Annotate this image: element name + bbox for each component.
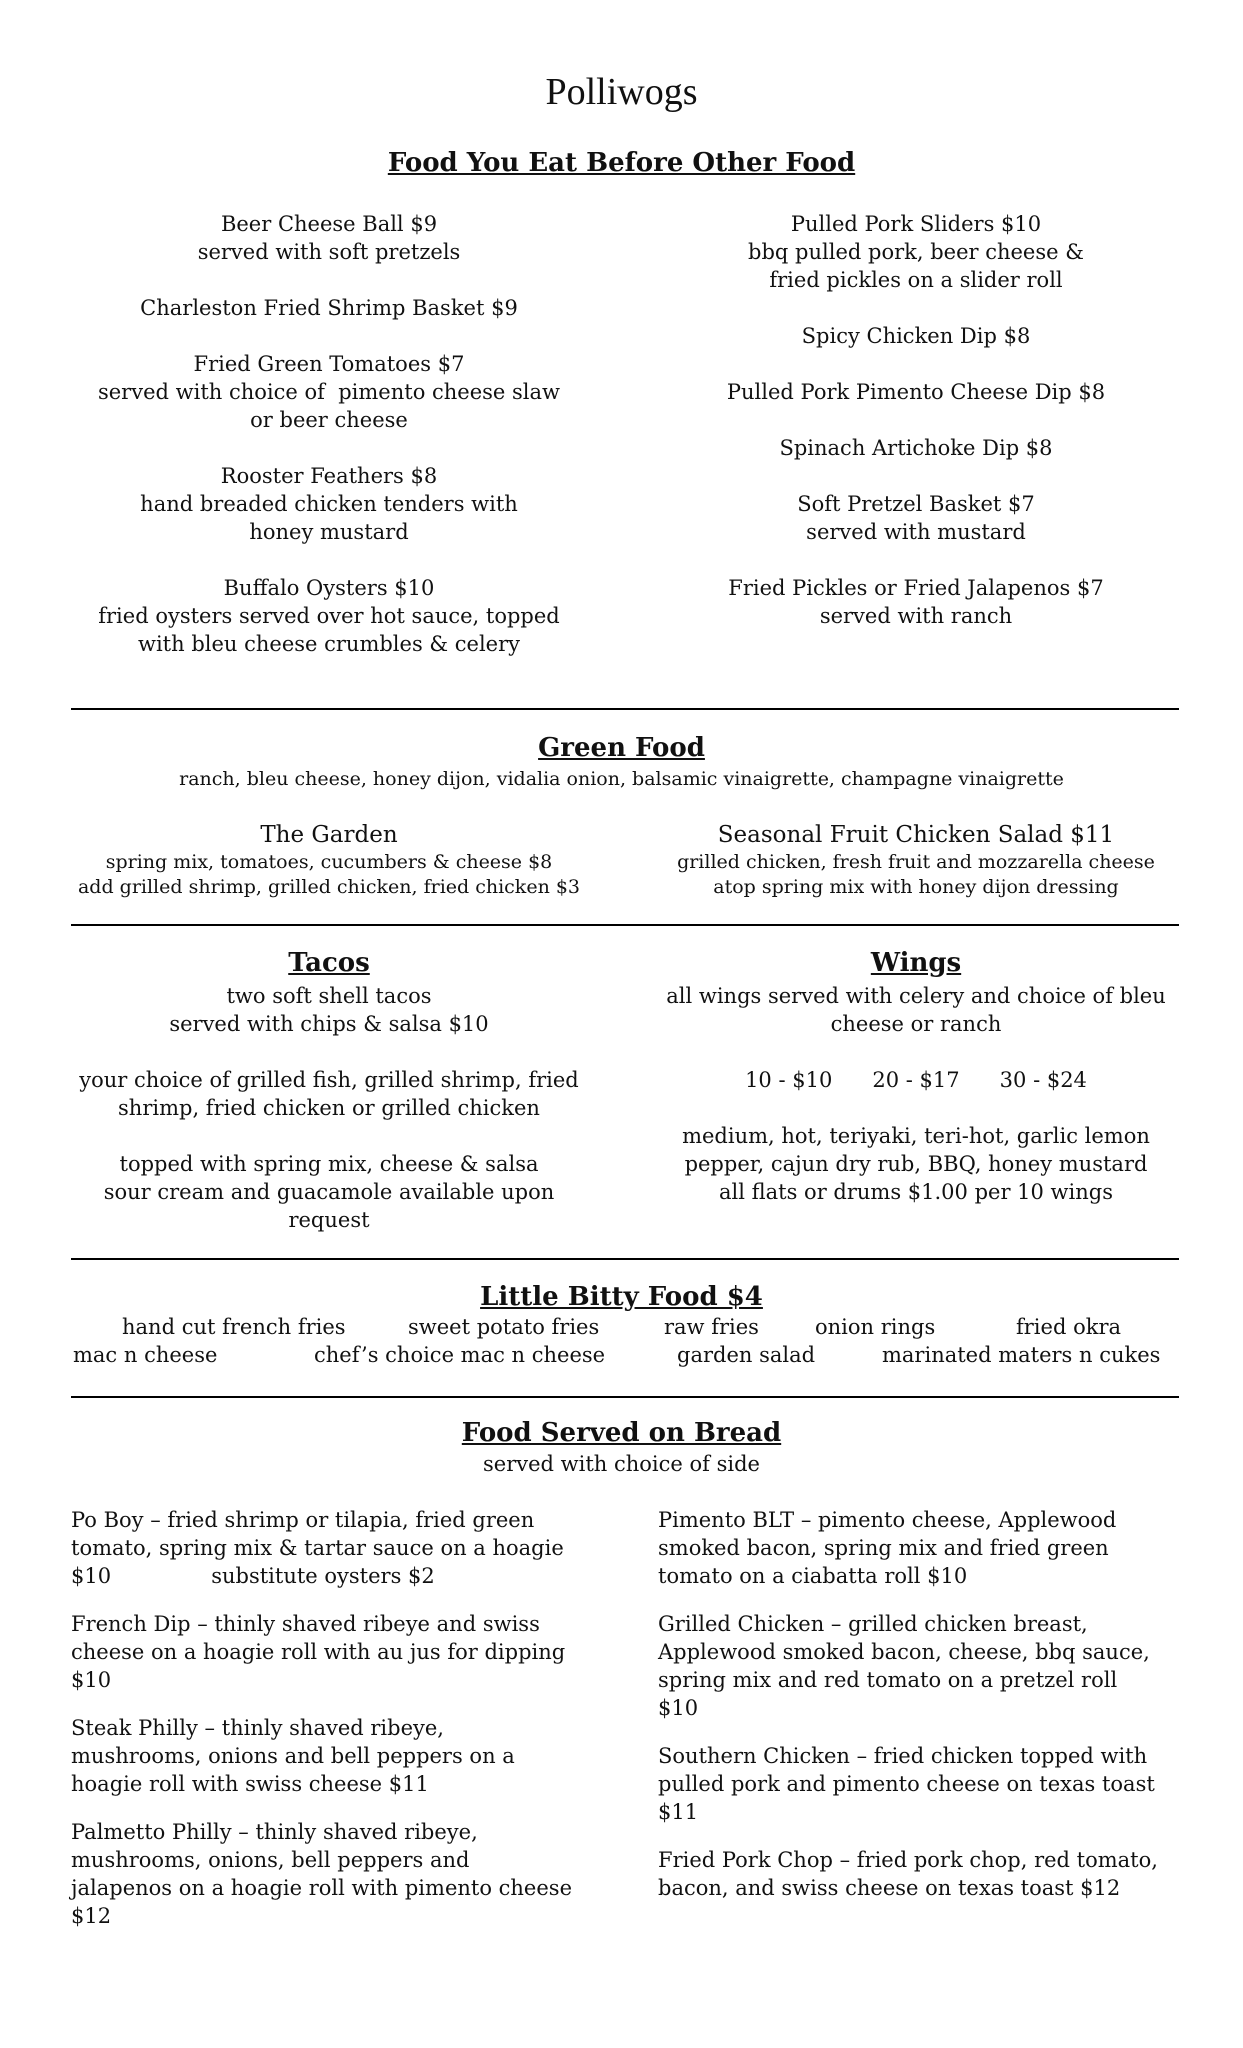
sandwiches-subheading: served with choice of side [483, 1452, 760, 1476]
menu-item-detail: bacon, and swiss cheese on texas toast $12 [658, 1876, 1121, 1900]
wings-column [656, 982, 1176, 1234]
tacos-heading: Tacos [288, 948, 370, 978]
menu-item [656, 1122, 1176, 1206]
appetizers-heading: Food You Eat Before Other Food [387, 148, 856, 178]
menu-item-title: Rooster Feathers $8 [220, 464, 438, 488]
menu-item-detail: with bleu cheese crumbles & celery [137, 632, 521, 656]
menu-item-title: Fried Pickles or Fried Jalapenos $7 [728, 576, 1104, 600]
menu-item-detail: tomato on a ciabatta roll $10 [658, 1564, 968, 1588]
menu-item-title: Southern Chicken – fried chicken topped with [658, 1744, 1148, 1768]
menu-item-detail: pepper, cajun dry rub, BBQ, honey mustard [684, 1152, 1148, 1176]
menu-item-detail: Applewood smoked bacon, cheese, bbq sauce, [658, 1640, 1150, 1664]
appetizers-right-column [656, 210, 1176, 658]
menu-item-title: medium, hot, teriyaki, teri-hot, garlic lemon [682, 1124, 1150, 1148]
menu-item-title: Steak Philly – thinly shaved ribeye, [71, 1716, 444, 1740]
menu-item-detail: cheese or ranch [830, 1012, 1002, 1036]
menu-item-detail: tomato, spring mix & tartar sauce on a hoagie [71, 1536, 564, 1560]
menu-item-title: Pulled Pork Pimento Cheese Dip $8 [726, 380, 1106, 404]
menu-item-title: Pulled Pork Sliders $10 [790, 212, 1042, 236]
menu-item [71, 1610, 591, 1694]
sides-heading: Little Bitty Food $4 [480, 1282, 763, 1312]
salad-name: Seasonal Fruit Chicken Salad $11 [717, 822, 1115, 848]
menu-item-detail: cheese on a hoagie roll with au jus for dipping [71, 1640, 566, 1664]
menu-item-title: Buffalo Oysters $10 [223, 576, 435, 600]
menu-item [658, 1610, 1178, 1722]
side-item: fried okra [1016, 1315, 1121, 1339]
menu-item-title: Fried Pork Chop – fried pork chop, red tomato, [658, 1848, 1158, 1872]
salad-description: grilled chicken, fresh fruit and mozzarella cheese [677, 851, 1155, 873]
menu-item [71, 1066, 587, 1122]
side-item: sweet potato fries [408, 1315, 600, 1339]
menu-item [656, 378, 1176, 406]
sandwiches-left-column [71, 1506, 591, 1950]
menu-item [71, 982, 587, 1038]
side-item: onion rings [815, 1315, 936, 1339]
side-item: chef’s choice mac n cheese [314, 1343, 606, 1367]
menu-item-title: all wings served with celery and choice of bleu [666, 984, 1166, 1008]
side-item: marinated maters n cukes [882, 1343, 1161, 1367]
menu-item [71, 350, 587, 434]
menu-item-detail: or beer cheese [250, 408, 408, 432]
menu-item-detail: $12 [71, 1904, 112, 1928]
menu-item-detail: all flats or drums $1.00 per 10 wings [719, 1180, 1113, 1204]
divider [71, 924, 1179, 926]
menu-item-detail: $10 [71, 1668, 112, 1692]
menu-item-detail: mushrooms, onions, bell peppers and [71, 1848, 470, 1872]
menu-item-title: Po Boy – fried shrimp or tilapia, fried green [71, 1508, 535, 1532]
menu-item [656, 574, 1176, 630]
menu-item [656, 322, 1176, 350]
menu-item-detail: served with ranch [819, 604, 1013, 628]
menu-item-detail: $10 [658, 1696, 699, 1720]
menu-item-detail: mushrooms, onions and bell peppers on a [71, 1744, 515, 1768]
menu-item-detail: $10 substitute oysters $2 [71, 1564, 435, 1588]
menu-item-title: 10 - $10 20 - $17 30 - $24 [745, 1068, 1087, 1092]
menu-item-title: topped with spring mix, cheese & salsa [119, 1152, 539, 1176]
menu-item [71, 294, 587, 322]
dressings-list: ranch, bleu cheese, honey dijon, vidalia onion, balsamic vinaigrette, champagne vinaigrette [179, 768, 1064, 790]
salad-the-garden [71, 820, 587, 900]
divider [71, 1258, 1179, 1260]
side-item: garden salad [677, 1343, 816, 1367]
salad-name: The Garden [260, 822, 398, 848]
restaurant-name: Polliwogs [545, 71, 698, 113]
menu-item-title: Pimento BLT – pimento cheese, Applewood [658, 1508, 1117, 1532]
side-item: hand cut french fries [122, 1315, 346, 1339]
green-food-heading: Green Food [538, 733, 705, 763]
menu-item [71, 574, 587, 658]
tacos-column [71, 982, 587, 1262]
menu-item-detail: spring mix and red tomato on a pretzel roll [658, 1668, 1118, 1692]
menu-item-title: Charleston Fried Shrimp Basket $9 [140, 296, 518, 320]
salad-description: atop spring mix with honey dijon dressing [713, 876, 1119, 898]
menu-item-detail: $11 [658, 1800, 699, 1824]
menu-item-detail: smoked bacon, spring mix and fried green [658, 1536, 1109, 1560]
side-item: raw fries [664, 1315, 759, 1339]
menu-item [71, 210, 587, 266]
menu-item [658, 1506, 1178, 1590]
menu-item-title: Grilled Chicken – grilled chicken breast, [658, 1612, 1088, 1636]
menu-item-detail: fried oysters served over hot sauce, topped [98, 604, 560, 628]
menu-item-detail: jalapenos on a hoagie roll with pimento cheese [71, 1876, 572, 1900]
salad-description: spring mix, tomatoes, cucumbers & cheese $8 [105, 851, 553, 873]
menu-item-title: Soft Pretzel Basket $7 [797, 492, 1035, 516]
menu-item-detail: hand breaded chicken tenders with [140, 492, 518, 516]
menu-item [656, 210, 1176, 294]
salad-seasonal-fruit-chicken [656, 820, 1176, 900]
menu-item-detail: sour cream and guacamole available upon [103, 1180, 555, 1204]
menu-item-title: French Dip – thinly shaved ribeye and swiss [71, 1612, 540, 1636]
menu-item [656, 490, 1176, 546]
divider [71, 1396, 1179, 1398]
menu-item-detail: shrimp, fried chicken or grilled chicken [118, 1096, 540, 1120]
menu-item-title: Fried Green Tomatoes $7 [193, 352, 465, 376]
menu-item-title: Spinach Artichoke Dip $8 [779, 436, 1053, 460]
menu-item-detail: request [288, 1208, 370, 1232]
menu-item [658, 1846, 1178, 1902]
side-item: mac n cheese [73, 1343, 218, 1367]
menu-item [656, 982, 1176, 1038]
menu-item [658, 1742, 1178, 1826]
menu-item-detail: bbq pulled pork, beer cheese & [748, 240, 1084, 264]
menu-item-detail: served with choice of pimento cheese slaw [97, 380, 561, 404]
menu-item-title: Spicy Chicken Dip $8 [801, 324, 1031, 348]
menu-item [71, 1818, 591, 1930]
menu-item [71, 1150, 587, 1234]
menu-item [71, 462, 587, 546]
menu-item-title: two soft shell tacos [226, 984, 432, 1008]
sandwiches-right-column [658, 1506, 1178, 1922]
menu-item-title: Palmetto Philly – thinly shaved ribeye, [71, 1820, 478, 1844]
menu-item [71, 1506, 591, 1590]
menu-item-title: Beer Cheese Ball $9 [220, 212, 438, 236]
menu-item-detail: served with mustard [806, 520, 1026, 544]
menu-item-detail: pulled pork and pimento cheese on texas toast [658, 1772, 1155, 1796]
menu-item-detail: fried pickles on a slider roll [769, 268, 1063, 292]
menu-item-detail: honey mustard [249, 520, 409, 544]
menu-item [71, 1714, 591, 1798]
appetizers-left-column [71, 210, 587, 686]
wings-heading: Wings [870, 948, 962, 978]
divider [71, 708, 1179, 710]
menu-item-detail: hoagie roll with swiss cheese $11 [71, 1772, 429, 1796]
menu-item-detail: served with soft pretzels [197, 240, 461, 264]
menu-item-title: your choice of grilled fish, grilled shrimp, fried [79, 1068, 579, 1092]
menu-item [656, 1066, 1176, 1094]
menu-item [656, 434, 1176, 462]
salad-addons: add grilled shrimp, grilled chicken, fried chicken $3 [77, 876, 581, 898]
menu-item-detail: served with chips & salsa $10 [169, 1012, 489, 1036]
sandwiches-heading: Food Served on Bread [461, 1418, 782, 1448]
